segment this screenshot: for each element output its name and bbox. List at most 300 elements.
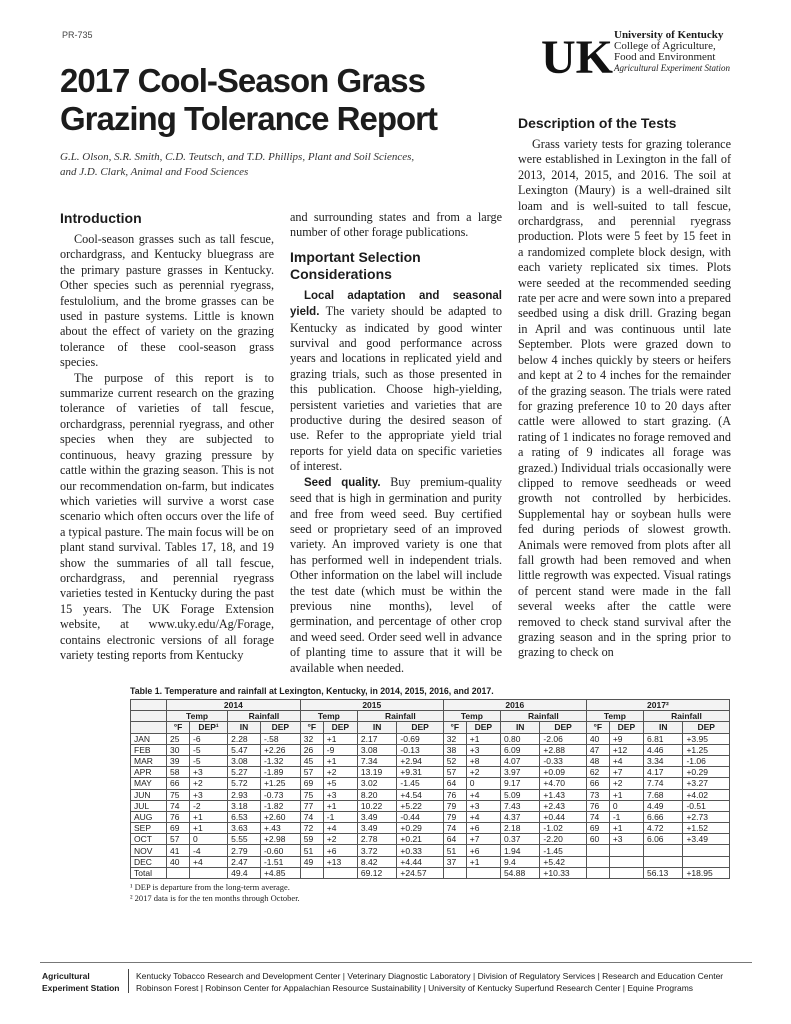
table-cell: -0.33 [540,755,586,766]
table-cell: +24.57 [397,867,443,878]
header-organization [614,30,730,74]
table-row [131,744,730,755]
table-cell: -2.20 [540,834,586,845]
table-cell: 5.27 [228,767,261,778]
table-cell: +3 [323,789,357,800]
table-cell: +8 [466,755,500,766]
table-cell: 2.93 [228,789,261,800]
authors-line-2: and J.D. Clark, Animal and Food Sciences [60,166,249,178]
rainfall-group-header: Rainfall [643,711,729,722]
table-cell: 3.08 [357,744,396,755]
unit-header: DEP¹ [189,722,227,733]
seed-quality-text: Buy premium-quality seed that is high in germination and purity and free from weed seed. Buy certified seed or proprietary seed of an improved variety. An improved variety is one that has performed well in independent trials. Other information on the label will include the test date (which must be within the previous nine months), level of germination, and percentage of other crop and weed seed. Order seed well in advance of planting time to assure that it will be available when needed. [290,474,502,675]
table-cell: -0.51 [683,800,730,811]
table-cell: 76 [167,811,190,822]
table-cell: +9.31 [397,767,443,778]
footer-units-line-1: Kentucky Tobacco Research and Development Center | Veterinary Diagnostic Laboratory | Division of Regulatory Services | Research and Education Center [136,971,724,981]
table-cell: -1.51 [260,856,300,867]
temp-group-header: Temp [443,711,500,722]
table-cell: +0.29 [397,823,443,834]
table-cell: 10.22 [357,800,396,811]
table-header-units [131,722,730,733]
table-cell: 56.13 [643,867,682,878]
row-label-cell: Total [131,867,167,878]
table-cell: 8.20 [357,789,396,800]
uk-logo [541,30,613,84]
table-cell: 5.55 [228,834,261,845]
table-cell: 3.34 [643,755,682,766]
year-header: 2015 [300,700,443,711]
college-name-line2: Food and Environment [614,51,716,63]
selection-heading: Important Selection Considerations [290,248,421,282]
table-corner [131,722,167,733]
introduction-paragraph-1: Cool-season grasses such as tall fescue, orchardgrass, and Kentucky bluegrass are the primary pasture grasses in Kentucky. Other species such as perennial ryegrass, festulolium, and the brome grasses can be used in pasture systems. Little is known about the effect of variety on the grazing tolerance of these cool-season grass species. [60,232,274,370]
unit-header: DEP [397,722,443,733]
table-cell: +5 [323,778,357,789]
table-cell: +2 [466,767,500,778]
unit-header: °F [586,722,609,733]
table-cell: +1 [609,789,643,800]
table-cell: 75 [167,789,190,800]
table-cell: +3.95 [683,733,730,744]
table-cell: 69.12 [357,867,396,878]
unit-header: IN [643,722,682,733]
table-cell: 59 [300,834,323,845]
table-cell: 6.09 [500,744,539,755]
row-label-cell: OCT [131,834,167,845]
weather-table-section [130,686,730,904]
column-introduction [60,210,274,663]
row-label-cell: AUG [131,811,167,822]
table-cell: -2.06 [540,733,586,744]
table-cell: +4 [466,811,500,822]
table-cell [443,867,466,878]
row-label-cell: JAN [131,733,167,744]
table-cell: 79 [443,800,466,811]
table-cell [683,845,730,856]
table-cell: 5.72 [228,778,261,789]
table-cell: +1.25 [260,778,300,789]
tests-heading: Description of the Tests [518,115,677,131]
table-cell: 47 [586,744,609,755]
table-cell: 4.49 [643,800,682,811]
table-cell: 49.4 [228,867,261,878]
table-cell: 64 [443,778,466,789]
table-cell: -5 [189,755,227,766]
table-cell: 74 [167,800,190,811]
row-label-cell: FEB [131,744,167,755]
table-cell: 45 [300,755,323,766]
table-row [131,755,730,766]
table-cell [643,856,682,867]
row-label-cell: JUN [131,789,167,800]
table-cell: 57 [443,767,466,778]
year-header: 2014 [167,700,301,711]
table-cell: 51 [300,845,323,856]
table-cell: 74 [443,823,466,834]
rainfall-group-header: Rainfall [357,711,443,722]
table-row [131,834,730,845]
footnote-2: ² 2017 data is for the ten months through October. [130,893,300,903]
table-cell: 2.28 [228,733,261,744]
table-cell [300,867,323,878]
table-cell: +0.09 [540,767,586,778]
row-label-cell: APR [131,767,167,778]
table-cell: +2.94 [397,755,443,766]
table-cell: -9 [323,744,357,755]
table-cell: 6.66 [643,811,682,822]
seed-quality-label: Seed quality. [304,476,381,489]
table-cell [609,856,643,867]
table-cell: +1 [189,811,227,822]
table-cell: 38 [443,744,466,755]
table-cell: 73 [586,789,609,800]
table-cell: -1.45 [397,778,443,789]
table-cell: 5.09 [500,789,539,800]
table-cell: 6.81 [643,733,682,744]
table-cell: +6 [466,845,500,856]
weather-table [130,699,730,879]
table-cell: -0.60 [260,845,300,856]
table-cell: -1.82 [260,800,300,811]
publication-number: PR-735 [62,30,93,40]
table-cell: +3 [189,789,227,800]
table-cell: +1 [323,755,357,766]
table-cell: +6 [466,823,500,834]
table-cell: 60 [586,834,609,845]
table-cell: +0.29 [683,767,730,778]
table-cell: +1.52 [683,823,730,834]
table-cell: 32 [443,733,466,744]
temp-group-header: Temp [167,711,228,722]
footnote-1: ¹ DEP is departure from the long-term average. [130,882,290,892]
table-cell: 64 [443,834,466,845]
table-row [131,845,730,856]
table-cell: 40 [167,856,190,867]
table-header-years [131,700,730,711]
table-cell: 41 [167,845,190,856]
table-cell [609,867,643,878]
table-cell: 2.18 [500,823,539,834]
table-cell: 6.06 [643,834,682,845]
table-cell: +3 [189,767,227,778]
table-cell: -6 [189,733,227,744]
table-cell: +7 [609,767,643,778]
authors [60,150,480,180]
table-corner [131,700,167,711]
table-cell: +9 [609,733,643,744]
table-row [131,789,730,800]
table-cell: +4.54 [397,789,443,800]
table-cell: 4.46 [643,744,682,755]
table-cell: 13.19 [357,767,396,778]
table-cell: -1.06 [683,755,730,766]
table-cell: +5.22 [397,800,443,811]
introduction-paragraph-2: The purpose of this report is to summarize current research on the grazing tolerance of varieties of tall fescue, orchardgrass, perennial ryegrass, and other species when they are subjected to continuous, heavy grazing pressure by cattle within the grazing season. This is not our recommendation on-farm, but indicates which varieties will survive a worst case scenario which often occurs over the life of a typical pasture. The main focus will be on plant stand survival. Tables 17, 18, and 19 show the summaries of all tall fescue, orchardgrass, and perennial ryegrass varieties tested in Kentucky during the past 15 years. The UK Forage Extension website, at www.uky.edu/Ag/Forage, contains electronic versions of all forage variety testing reports from Kentucky [60,370,274,662]
table-cell: 8.42 [357,856,396,867]
table-cell: -0.44 [397,811,443,822]
row-label-cell: DEC [131,856,167,867]
table-cell: 7.34 [357,755,396,766]
table-cell: 3.08 [228,755,261,766]
table-cell: +2.73 [683,811,730,822]
table-cell: 74 [586,811,609,822]
unit-header: IN [357,722,396,733]
table-cell: 37 [443,856,466,867]
table-cell: -1.32 [260,755,300,766]
table-cell: +4 [609,755,643,766]
table-row [131,811,730,822]
table-cell: 4.37 [500,811,539,822]
table-cell: -1.45 [540,845,586,856]
table-cell: -1 [609,811,643,822]
table-cell: +0.44 [540,811,586,822]
table-cell: 69 [586,823,609,834]
tests-paragraph: Grass variety tests for grazing tolerance were established in Lexington in the fall of 2013, 2014, 2015, and 2016. The soil at Lexington (Maury) is a well-drained silt loam and is well-suited to tall fescue, orchardgrass, and perennial ryegrass production. Plots were 5 feet by 15 feet in a randomized complete block design, with each variety replicated six times. Plots were seeded at the recommended seeding rate per acre and were sown into a prepared seedbed using a disk drill. Grazing began in April and was continuous until late September. Plots were grazed down to below 4 inches quickly by steers or heifers and kept at 2 to 4 inches for the remainder of the grazing season. The trials were rated for grazing preference 10 to 20 days after cattle were allowed to start grazing. (A rating of 1 indicates no forage removed and a rating of 9 indicates all forage was grazed.) Individual trials occasionally were clipped to remove seedheads or weed growth not controlled by herbicides. Supplemental hay or soybean hulls were fed during periods of slowest growth. Animals were removed from plots after all fall growth had been removed and when little regrowth was expected. Visual ratings of percent stand were made in the fall several weeks after the cattle were removed to check stand survival after the grazing season and in the spring prior to grazing to check on [518,137,731,660]
table-cell: +7 [466,834,500,845]
table-cell: 2.17 [357,733,396,744]
table-cell: 4.07 [500,755,539,766]
table-row [131,823,730,834]
table-cell: 40 [586,733,609,744]
table-cell: +4.70 [540,778,586,789]
table-row [131,856,730,867]
unit-header: °F [443,722,466,733]
table-cell: 3.72 [357,845,396,856]
table-cell: 4.17 [643,767,682,778]
table-cell: +2 [189,778,227,789]
table-cell [323,867,357,878]
table-cell: +13 [323,856,357,867]
table-cell [466,867,500,878]
table-cell: 48 [586,755,609,766]
table-cell [586,856,609,867]
table-cell [586,845,609,856]
row-label-cell: SEP [131,823,167,834]
table-footnotes [130,882,730,904]
table-cell: 74 [300,811,323,822]
table-cell: 7.43 [500,800,539,811]
row-label-cell: JUL [131,800,167,811]
table-cell: 76 [586,800,609,811]
table-cell: 0.80 [500,733,539,744]
table-row [131,778,730,789]
footer-divider [40,962,752,963]
footer-units-list [136,970,756,994]
rainfall-group-header: Rainfall [228,711,301,722]
table-cell: +3 [466,744,500,755]
table-cell: +2.26 [260,744,300,755]
introduction-heading: Introduction [60,210,142,226]
table-corner [131,711,167,722]
table-cell: +2 [323,834,357,845]
table-cell: -5 [189,744,227,755]
table-cell: 69 [167,823,190,834]
row-label-cell: NOV [131,845,167,856]
table-cell: 2.47 [228,856,261,867]
table-cell: +0.33 [397,845,443,856]
table-cell: -1 [323,811,357,822]
table-cell: +2.43 [540,800,586,811]
table-cell: 26 [300,744,323,755]
table-cell: 3.63 [228,823,261,834]
table-cell: -1.89 [260,767,300,778]
table-row [131,800,730,811]
table-cell: +1 [466,856,500,867]
unit-header: °F [300,722,323,733]
table-cell: 9.17 [500,778,539,789]
table-cell: +1.43 [540,789,586,800]
table-cell: +5.42 [540,856,586,867]
table-cell: 62 [586,767,609,778]
report-title [60,62,480,138]
weather-table-body [131,733,730,878]
table-cell: 3.18 [228,800,261,811]
table-cell: 57 [300,767,323,778]
footer-units-line-2: Robinson Forest | Robinson Center for Appalachian Resource Sustainability | University of Kentucky Superfund Research Center | Equine Programs [136,983,694,993]
unit-header: DEP [609,722,643,733]
temp-group-header: Temp [300,711,357,722]
table-cell: 30 [167,744,190,755]
table-cell: 76 [443,789,466,800]
table-cell: 69 [300,778,323,789]
table-cell: +4 [323,823,357,834]
table-row [131,733,730,744]
table-cell: +3 [466,800,500,811]
table-cell: -1.02 [540,823,586,834]
table-cell: 51 [443,845,466,856]
table-cell: 77 [300,800,323,811]
table-cell: 32 [300,733,323,744]
table-cell: 39 [167,755,190,766]
table-cell: 1.94 [500,845,539,856]
unit-header: DEP [323,722,357,733]
table-row [131,767,730,778]
table-cell [683,856,730,867]
college-name-line1: College of Agriculture, [614,40,716,52]
table-cell: +4 [466,789,500,800]
table-cell: +0.21 [397,834,443,845]
table-cell [609,845,643,856]
table-cell: +6 [323,845,357,856]
table-cell: +2 [609,778,643,789]
unit-header: IN [228,722,261,733]
unit-header: DEP [683,722,730,733]
table-cell [643,845,682,856]
table-cell: +4.02 [683,789,730,800]
unit-header: DEP [260,722,300,733]
table-cell: -0.73 [260,789,300,800]
table-cell: 3.02 [357,778,396,789]
seed-quality-paragraph [290,475,502,676]
unit-header: DEP [466,722,500,733]
column-test-description [518,115,731,661]
table-cell: 7.68 [643,789,682,800]
table-cell: 2.78 [357,834,396,845]
table-cell: 49 [300,856,323,867]
footer-station-label [42,970,124,994]
table-cell: +4.44 [397,856,443,867]
year-header: 2016 [443,700,586,711]
row-label-cell: MAY [131,778,167,789]
temp-group-header: Temp [586,711,643,722]
table-cell: +1 [189,823,227,834]
table-cell: 54.88 [500,867,539,878]
table-cell: +2 [323,767,357,778]
footer-station-line-1: Agricultural [42,971,90,981]
table-cell: +2.88 [540,744,586,755]
table-cell: -0.13 [397,744,443,755]
table-cell: +2.98 [260,834,300,845]
table-cell: 2.79 [228,845,261,856]
local-adaptation-text: The variety should be adapted to Kentucky as indicated by good winter survival and good performance across years and locations in replicated yield and grazing trials, such as those presented in this publication. Choose high-yielding, persistent varieties and varieties that are productive during the desired season of use. Refer to the appropriate yield trial reports for yield data on specific varieties of interest. [290,304,502,474]
table-caption: Table 1. Temperature and rainfall at Lexington, Kentucky, in 2014, 2015, 2016, and 2017. [130,686,494,696]
title-line-1: 2017 Cool-Season Grass [60,62,426,99]
table-cell: 9.4 [500,856,539,867]
table-cell: +3.27 [683,778,730,789]
table-cell: +18.95 [683,867,730,878]
table-cell: +1 [323,733,357,744]
footer-station-line-2: Experiment Station [42,983,120,993]
table-cell: 57 [167,834,190,845]
unit-header: °F [167,722,190,733]
table-cell [586,867,609,878]
station-name: Agricultural Experiment Station [614,63,730,73]
table-cell: +1 [609,823,643,834]
table-cell: 75 [300,789,323,800]
footer-separator [128,969,129,993]
local-adaptation-label: Local adaptation and seasonal yield. [290,289,502,319]
table-cell: +1 [466,733,500,744]
table-cell: -.58 [260,733,300,744]
table-cell: 0.37 [500,834,539,845]
authors-line-1: G.L. Olson, S.R. Smith, C.D. Teutsch, and T.D. Phillips, Plant and Soil Sciences, [60,151,415,163]
table-cell: 0 [466,778,500,789]
row-label-cell: MAR [131,755,167,766]
table-cell: 72 [300,823,323,834]
table-cell: +10.33 [540,867,586,878]
local-adaptation-paragraph [290,288,502,475]
table-cell: +1.25 [683,744,730,755]
table-cell: 3.97 [500,767,539,778]
table-cell: 0 [189,834,227,845]
table-cell: -0.69 [397,733,443,744]
table-cell: 6.53 [228,811,261,822]
svg-text:UK: UK [541,31,613,84]
table-cell: 4.72 [643,823,682,834]
table-cell: 58 [167,767,190,778]
unit-header: IN [500,722,539,733]
table-cell: -2 [189,800,227,811]
table-cell: +.43 [260,823,300,834]
table-cell: +12 [609,744,643,755]
table-cell: +2.60 [260,811,300,822]
table-cell: 5.47 [228,744,261,755]
table-cell: 79 [443,811,466,822]
introduction-continued: and surrounding states and from a large number of other forage publications. [290,210,502,240]
table-cell: +3 [609,834,643,845]
table-cell: -4 [189,845,227,856]
table-cell: 0 [609,800,643,811]
table-cell: 3.49 [357,823,396,834]
table-cell: 52 [443,755,466,766]
title-line-2: Grazing Tolerance Report [60,100,437,137]
table-cell [189,867,227,878]
year-header: 2017² [586,700,729,711]
table-cell: +4.85 [260,867,300,878]
table-cell: +4 [189,856,227,867]
table-row [131,867,730,878]
